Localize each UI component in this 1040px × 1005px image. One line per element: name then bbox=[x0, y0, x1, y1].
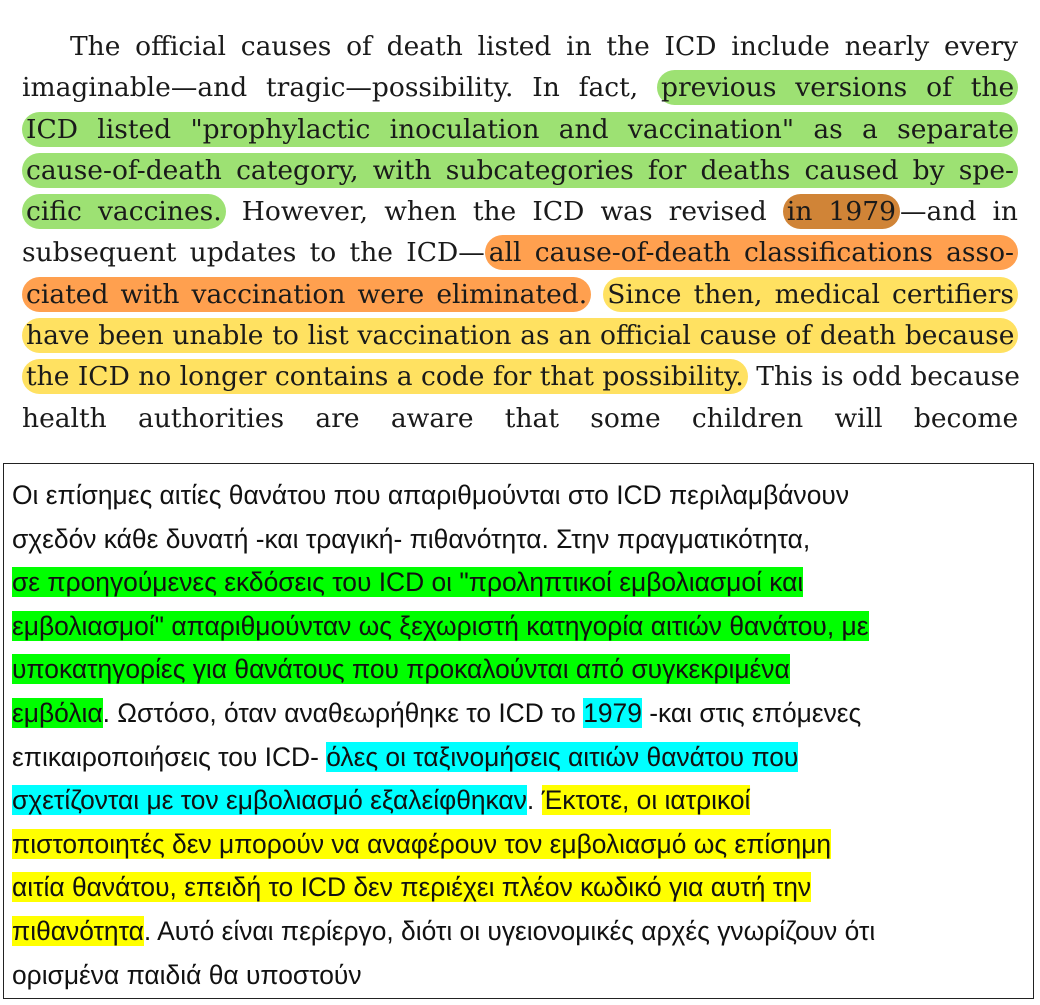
excerpt-line bbox=[22, 398, 1018, 439]
translation-line bbox=[12, 779, 1025, 823]
translation-line bbox=[12, 648, 1025, 692]
excerpt-text: subsequent updates to the ICD— bbox=[22, 237, 485, 269]
marker-green: εμβόλια bbox=[12, 697, 103, 728]
highlight-yellow: have been unable to list vaccination as an official cause of death because bbox=[22, 318, 1018, 353]
excerpt-text: imaginable—and tragic—possibility. In fact, bbox=[22, 72, 658, 104]
translation-text: -και στις επόμενες bbox=[641, 697, 862, 728]
marker-green: υποκατηγορίες για θανάτους που προκαλούνται από συγκεκριμένα bbox=[12, 654, 790, 685]
excerpt-line bbox=[22, 356, 1018, 397]
translation-line bbox=[12, 474, 1025, 518]
excerpt-line bbox=[22, 232, 1018, 273]
excerpt-line bbox=[22, 191, 1018, 232]
excerpt-text: —and in bbox=[899, 196, 1018, 228]
excerpt-line bbox=[22, 274, 1018, 315]
excerpt-text bbox=[591, 279, 603, 310]
marker-cyan: όλες οι ταξινομήσεις αιτιών θανάτου που bbox=[326, 741, 799, 772]
english-book-excerpt bbox=[22, 26, 1018, 439]
translation-line bbox=[12, 692, 1025, 736]
translation-line bbox=[12, 823, 1025, 867]
highlight-green: previous versions of the bbox=[657, 70, 1018, 105]
translation-text: ορισμένα παιδιά θα υποστούν bbox=[12, 959, 362, 990]
marker-cyan: 1979 bbox=[583, 697, 642, 728]
excerpt-text: health authorities are aware that some children will become bbox=[22, 402, 1019, 434]
excerpt-line bbox=[22, 150, 1018, 191]
translation-line bbox=[12, 518, 1025, 562]
marker-yellow: Έκτοτε, οι ιατρικοί bbox=[541, 785, 751, 816]
marker-yellow: πιστοποιητές δεν μπορούν να αναφέρουν τον εμβολιασμό ως επίσημη bbox=[12, 828, 832, 859]
highlight-green: cific vaccines. bbox=[22, 194, 226, 229]
highlight-yellow: Since then, medical certifiers bbox=[603, 277, 1018, 312]
translation-line bbox=[12, 910, 1025, 954]
highlight-yellow: the ICD no longer contains a code for that possibility. bbox=[22, 359, 748, 394]
translation-line bbox=[12, 866, 1025, 910]
excerpt-line bbox=[22, 109, 1018, 150]
marker-green: εμβολιασμοί" απαριθμούνταν ως ξεχωριστή κατηγορία αιτιών θανάτου, με bbox=[12, 610, 869, 641]
excerpt-text: However, when the ICD was revised bbox=[225, 196, 783, 228]
marker-green: σε προηγούμενες εκδόσεις του ICD οι "προληπτικοί εμβολιασμοί και bbox=[12, 567, 804, 598]
translation-line bbox=[12, 736, 1025, 780]
translation-text: Οι επίσημες αιτίες θανάτου που απαριθμούνται στο ICD περιλαμβάνουν bbox=[12, 480, 850, 510]
translation-text: επικαιροποιήσεις του ICD- bbox=[12, 741, 327, 772]
excerpt-line bbox=[22, 67, 1018, 108]
translation-text: . bbox=[526, 785, 542, 816]
translation-text: . Αυτό είναι περίεργο, διότι οι υγειονομικές αρχές γνωρίζουν ότι bbox=[143, 915, 876, 946]
excerpt-line bbox=[22, 26, 1018, 67]
translation-line bbox=[12, 561, 1025, 605]
highlight-orange: ciated with vaccination were eliminated. bbox=[22, 277, 591, 312]
highlight-green: ICD listed "prophylactic inoculation and vaccination" as a separate bbox=[22, 112, 1018, 147]
translation-text: . Ωστόσο, όταν αναθεωρήθηκε το ICD το bbox=[102, 697, 584, 728]
translation-text: σχεδόν κάθε δυνατή -και τραγική- πιθανότητα. Στην πραγματικότητα, bbox=[12, 523, 811, 554]
highlight-green: cause-of-death category, with subcategories for deaths caused by spe- bbox=[22, 153, 1018, 188]
translation-line bbox=[12, 954, 1025, 998]
translation-line bbox=[12, 605, 1025, 649]
highlight-orange: all cause-of-death classifications asso- bbox=[485, 235, 1018, 270]
excerpt-line bbox=[22, 315, 1018, 356]
greek-translation-box bbox=[3, 463, 1034, 999]
excerpt-text: The official causes of death listed in the ICD include nearly every bbox=[70, 31, 1018, 62]
marker-yellow: πιθανότητα bbox=[12, 915, 144, 946]
excerpt-text: This is odd because bbox=[747, 361, 1020, 393]
marker-cyan: σχετίζονται με τον εμβολιασμό εξαλείφθηκαν bbox=[12, 785, 527, 816]
highlight-red: in 1979 bbox=[783, 194, 900, 229]
marker-yellow: αιτία θανάτου, επειδή το ICD δεν περιέχει πλέον κωδικό για αυτή την bbox=[12, 872, 812, 903]
